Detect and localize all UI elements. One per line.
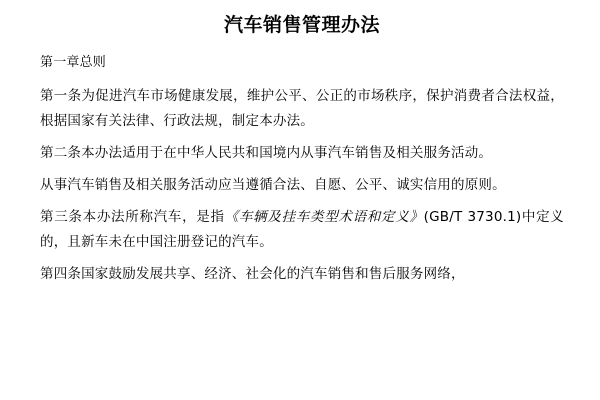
article-3-lead: 第三条本办法所称汽车，是指 <box>40 209 225 225</box>
paragraph-article-3 <box>40 205 564 255</box>
paragraph-article-1: 第一条为促进汽车市场健康发展，维护公平、公正的市场秩序，保护消费者合法权益，根据国家有关法律、行政法规，制定本办法。 <box>40 88 564 129</box>
paragraph-article-4: 第四条国家鼓励发展共享、经济、社会化的汽车销售和售后服务网络， <box>40 266 465 282</box>
article-3-tail: (GB/T 3730.1)中定义的，且新车未在中国注册登记的汽车。 <box>40 209 564 250</box>
article-3-standard-title: 《车辆及挂车类型术语和定义》 <box>224 209 424 225</box>
page-title: 汽车销售管理办法 <box>223 14 380 36</box>
section-heading: 第一章总则 <box>40 55 107 70</box>
paragraph-principles: 从事汽车销售及相关服务活动应当遵循合法、自愿、公平、诚实信用的原则。 <box>40 177 506 193</box>
paragraph-article-2: 第二条本办法适用于在中华人民共和国境内从事汽车销售及相关服务活动。 <box>40 145 493 161</box>
